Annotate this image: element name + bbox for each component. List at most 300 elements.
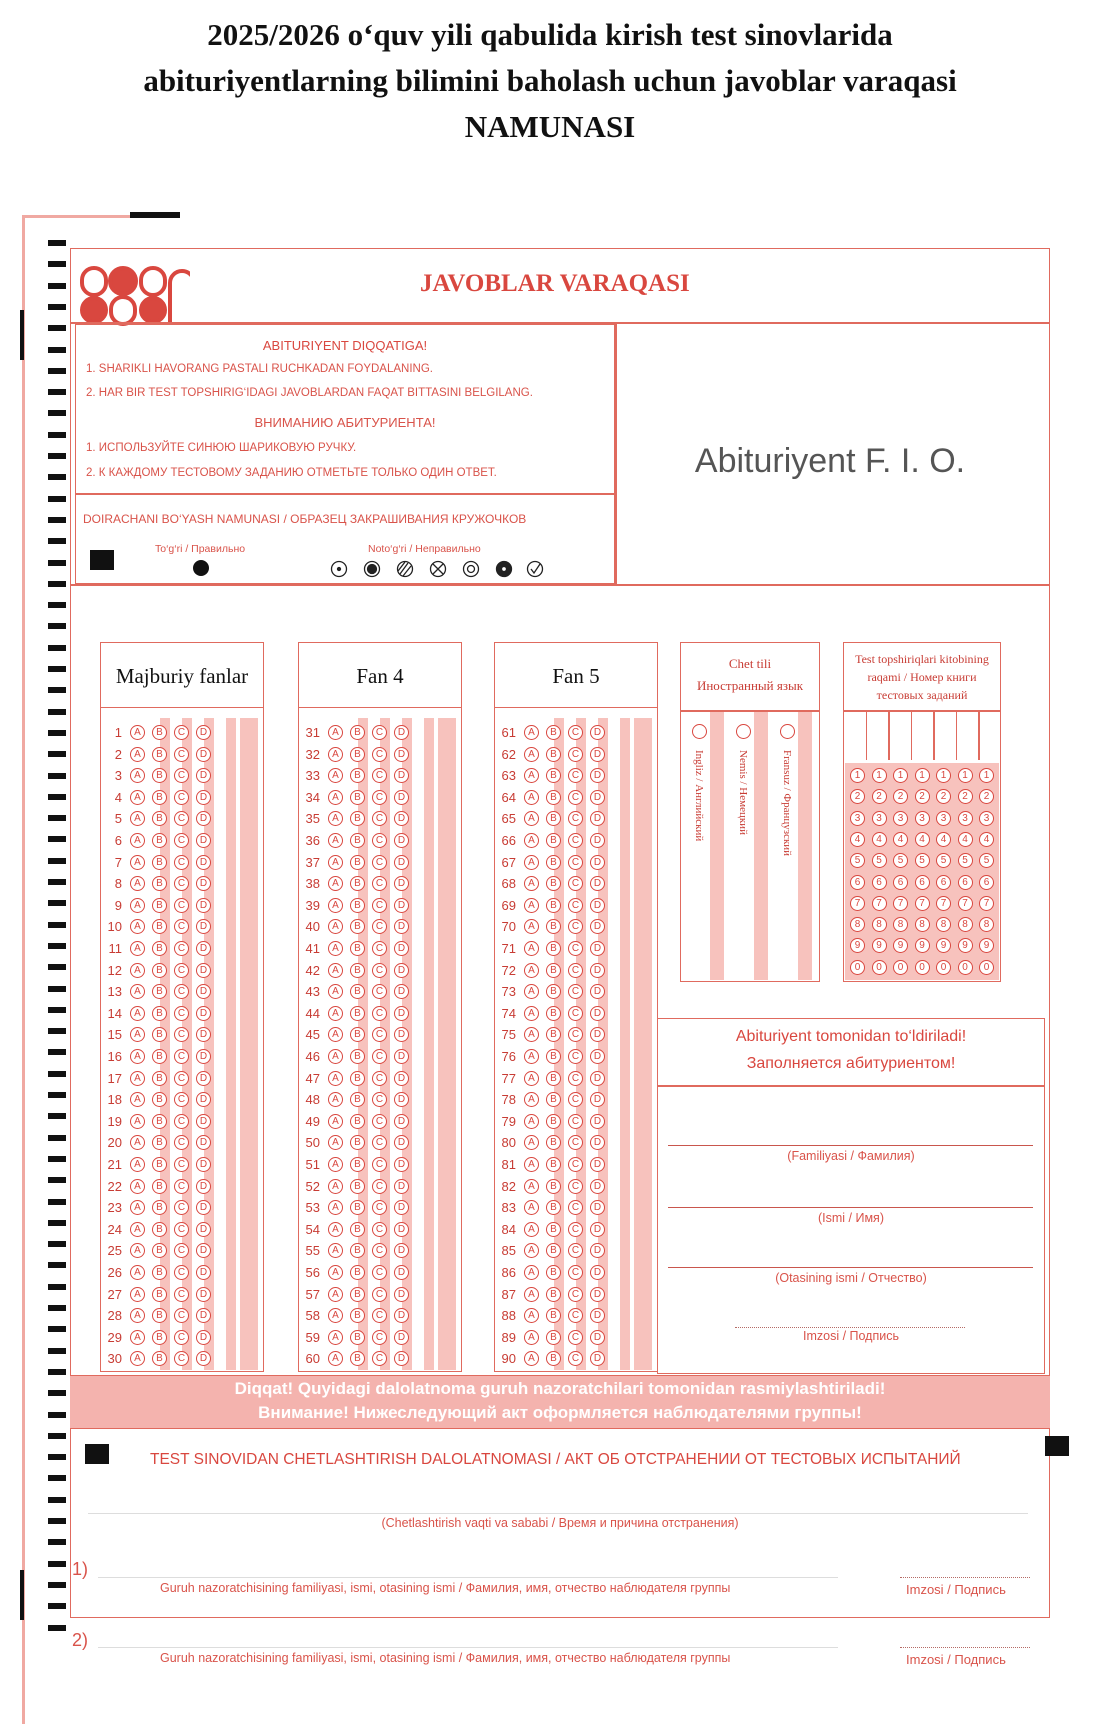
answer-bubble[interactable]: C	[174, 768, 189, 783]
answer-bubble[interactable]: D	[196, 1092, 211, 1107]
answer-bubble[interactable]: C	[174, 1006, 189, 1021]
book-number-bubble[interactable]: 1	[936, 768, 951, 783]
answer-bubble[interactable]: A	[130, 1114, 145, 1129]
removal-reason-line[interactable]	[88, 1513, 1028, 1514]
book-number-bubble[interactable]: 7	[936, 896, 951, 911]
answer-bubble[interactable]: A	[328, 1006, 343, 1021]
answer-bubble[interactable]: C	[568, 768, 583, 783]
book-number-bubble[interactable]: 9	[850, 938, 865, 953]
answer-bubble[interactable]: C	[372, 1006, 387, 1021]
answer-bubble[interactable]: B	[152, 963, 167, 978]
answer-bubble[interactable]: B	[546, 1092, 561, 1107]
answer-bubble[interactable]: C	[174, 898, 189, 913]
answer-bubble[interactable]: C	[568, 790, 583, 805]
answer-bubble[interactable]: A	[524, 811, 539, 826]
answer-bubble[interactable]: C	[174, 1330, 189, 1345]
answer-bubble[interactable]: C	[568, 876, 583, 891]
answer-bubble[interactable]: D	[590, 811, 605, 826]
answer-bubble[interactable]: C	[372, 790, 387, 805]
answer-bubble[interactable]: D	[590, 1027, 605, 1042]
answer-bubble[interactable]: A	[328, 1049, 343, 1064]
answer-bubble[interactable]: C	[174, 876, 189, 891]
book-number-bubble[interactable]: 4	[958, 832, 973, 847]
answer-bubble[interactable]: D	[394, 941, 409, 956]
answer-bubble[interactable]: B	[152, 1351, 167, 1366]
answer-bubble[interactable]: B	[152, 833, 167, 848]
answer-bubble[interactable]: A	[130, 1006, 145, 1021]
answer-bubble[interactable]: D	[196, 725, 211, 740]
answer-bubble[interactable]: B	[350, 984, 365, 999]
answer-bubble[interactable]: A	[524, 1006, 539, 1021]
answer-bubble[interactable]: B	[350, 1200, 365, 1215]
answer-bubble[interactable]: B	[152, 941, 167, 956]
answer-bubble[interactable]: B	[152, 919, 167, 934]
answer-bubble[interactable]: D	[590, 1179, 605, 1194]
answer-bubble[interactable]: C	[174, 1243, 189, 1258]
answer-bubble[interactable]: C	[568, 747, 583, 762]
answer-bubble[interactable]: A	[130, 725, 145, 740]
book-number-bubble[interactable]: 2	[850, 789, 865, 804]
answer-bubble[interactable]: C	[372, 725, 387, 740]
answer-bubble[interactable]: B	[152, 876, 167, 891]
book-number-bubble[interactable]: 3	[915, 811, 930, 826]
book-number-bubble[interactable]: 5	[936, 853, 951, 868]
answer-bubble[interactable]: C	[568, 919, 583, 934]
answer-bubble[interactable]: A	[328, 1222, 343, 1237]
answer-bubble[interactable]: B	[350, 876, 365, 891]
language-bubble[interactable]	[736, 724, 751, 739]
answer-bubble[interactable]: A	[328, 725, 343, 740]
answer-bubble[interactable]: B	[152, 1222, 167, 1237]
answer-bubble[interactable]: D	[590, 1157, 605, 1172]
answer-bubble[interactable]: D	[394, 811, 409, 826]
answer-bubble[interactable]: B	[546, 919, 561, 934]
answer-bubble[interactable]: C	[568, 1006, 583, 1021]
book-number-bubble[interactable]: 5	[850, 853, 865, 868]
answer-bubble[interactable]: D	[196, 833, 211, 848]
answer-bubble[interactable]: B	[152, 1049, 167, 1064]
answer-bubble[interactable]: D	[590, 768, 605, 783]
book-number-bubble[interactable]: 6	[872, 875, 887, 890]
answer-bubble[interactable]: C	[174, 1092, 189, 1107]
book-number-bubble[interactable]: 7	[915, 896, 930, 911]
answer-bubble[interactable]: B	[546, 1027, 561, 1042]
answer-bubble[interactable]: C	[174, 1049, 189, 1064]
answer-bubble[interactable]: C	[372, 1308, 387, 1323]
answer-bubble[interactable]: B	[350, 1071, 365, 1086]
answer-bubble[interactable]: A	[130, 1135, 145, 1150]
answer-bubble[interactable]: C	[174, 1135, 189, 1150]
answer-bubble[interactable]: D	[590, 855, 605, 870]
answer-bubble[interactable]: D	[196, 1287, 211, 1302]
answer-bubble[interactable]: D	[590, 1351, 605, 1366]
answer-bubble[interactable]: D	[590, 1330, 605, 1345]
answer-bubble[interactable]: C	[568, 1071, 583, 1086]
answer-bubble[interactable]: C	[372, 1049, 387, 1064]
answer-bubble[interactable]: D	[590, 725, 605, 740]
answer-bubble[interactable]: C	[372, 919, 387, 934]
answer-bubble[interactable]: A	[130, 1308, 145, 1323]
answer-bubble[interactable]: A	[524, 941, 539, 956]
answer-bubble[interactable]: B	[546, 1243, 561, 1258]
book-number-bubble[interactable]: 0	[893, 960, 908, 975]
book-number-bubble[interactable]: 3	[936, 811, 951, 826]
answer-bubble[interactable]: B	[350, 941, 365, 956]
answer-bubble[interactable]: A	[524, 1287, 539, 1302]
answer-bubble[interactable]: B	[152, 1071, 167, 1086]
answer-bubble[interactable]: A	[328, 941, 343, 956]
answer-bubble[interactable]: B	[152, 1287, 167, 1302]
language-bubble[interactable]	[692, 724, 707, 739]
answer-bubble[interactable]: A	[328, 1308, 343, 1323]
book-number-bubble[interactable]: 9	[936, 938, 951, 953]
answer-bubble[interactable]: C	[372, 747, 387, 762]
answer-bubble[interactable]: A	[328, 747, 343, 762]
answer-bubble[interactable]: D	[590, 1287, 605, 1302]
answer-bubble[interactable]: A	[130, 747, 145, 762]
answer-bubble[interactable]: A	[130, 811, 145, 826]
answer-bubble[interactable]: C	[174, 1308, 189, 1323]
observer-1-line[interactable]	[98, 1577, 838, 1578]
answer-bubble[interactable]: B	[152, 898, 167, 913]
answer-bubble[interactable]: B	[546, 725, 561, 740]
answer-bubble[interactable]: C	[372, 1351, 387, 1366]
answer-bubble[interactable]: A	[130, 941, 145, 956]
answer-bubble[interactable]: C	[174, 1351, 189, 1366]
answer-bubble[interactable]: C	[568, 1351, 583, 1366]
answer-bubble[interactable]: D	[394, 898, 409, 913]
answer-bubble[interactable]: C	[372, 833, 387, 848]
answer-bubble[interactable]: C	[568, 1222, 583, 1237]
answer-bubble[interactable]: A	[524, 747, 539, 762]
answer-bubble[interactable]: C	[568, 855, 583, 870]
answer-bubble[interactable]: C	[372, 963, 387, 978]
book-number-bubble[interactable]: 4	[979, 832, 994, 847]
answer-bubble[interactable]: C	[568, 1265, 583, 1280]
answer-bubble[interactable]: C	[174, 811, 189, 826]
answer-bubble[interactable]: A	[328, 1265, 343, 1280]
answer-bubble[interactable]: C	[174, 1071, 189, 1086]
answer-bubble[interactable]: A	[328, 1330, 343, 1345]
answer-bubble[interactable]: C	[174, 1179, 189, 1194]
answer-bubble[interactable]: B	[350, 1157, 365, 1172]
answer-bubble[interactable]: B	[546, 898, 561, 913]
answer-bubble[interactable]: D	[590, 747, 605, 762]
answer-bubble[interactable]: A	[524, 1092, 539, 1107]
answer-bubble[interactable]: C	[568, 1049, 583, 1064]
answer-bubble[interactable]: D	[394, 1006, 409, 1021]
book-number-bubble[interactable]: 0	[850, 960, 865, 975]
answer-bubble[interactable]: A	[328, 1200, 343, 1215]
answer-bubble[interactable]: C	[568, 725, 583, 740]
answer-bubble[interactable]: C	[174, 984, 189, 999]
observer-2-sign-line[interactable]	[900, 1647, 1030, 1648]
firstname-line[interactable]	[668, 1207, 1033, 1208]
answer-bubble[interactable]: A	[328, 1071, 343, 1086]
answer-bubble[interactable]: C	[174, 919, 189, 934]
answer-bubble[interactable]: C	[568, 833, 583, 848]
answer-bubble[interactable]: A	[328, 1157, 343, 1172]
answer-bubble[interactable]: B	[350, 747, 365, 762]
answer-bubble[interactable]: D	[590, 1114, 605, 1129]
answer-bubble[interactable]: A	[130, 876, 145, 891]
answer-bubble[interactable]: B	[546, 833, 561, 848]
book-number-bubble[interactable]: 6	[958, 875, 973, 890]
answer-bubble[interactable]: A	[328, 1092, 343, 1107]
answer-bubble[interactable]: B	[350, 898, 365, 913]
answer-bubble[interactable]: B	[546, 1351, 561, 1366]
answer-bubble[interactable]: A	[130, 1157, 145, 1172]
answer-bubble[interactable]: A	[328, 1287, 343, 1302]
answer-bubble[interactable]: C	[174, 790, 189, 805]
book-number-bubble[interactable]: 7	[958, 896, 973, 911]
answer-bubble[interactable]: D	[196, 768, 211, 783]
answer-bubble[interactable]: B	[350, 833, 365, 848]
answer-bubble[interactable]: B	[350, 1006, 365, 1021]
answer-bubble[interactable]: D	[196, 876, 211, 891]
answer-bubble[interactable]: A	[130, 790, 145, 805]
answer-bubble[interactable]: B	[546, 1006, 561, 1021]
answer-bubble[interactable]: C	[174, 747, 189, 762]
answer-bubble[interactable]: D	[196, 1330, 211, 1345]
answer-bubble[interactable]: A	[328, 768, 343, 783]
answer-bubble[interactable]: D	[394, 1287, 409, 1302]
book-number-bubble[interactable]: 0	[936, 960, 951, 975]
answer-bubble[interactable]: D	[590, 1006, 605, 1021]
answer-bubble[interactable]: B	[546, 1071, 561, 1086]
answer-bubble[interactable]: A	[524, 1351, 539, 1366]
answer-bubble[interactable]: D	[394, 747, 409, 762]
answer-bubble[interactable]: D	[196, 811, 211, 826]
answer-bubble[interactable]: D	[590, 963, 605, 978]
answer-bubble[interactable]: A	[130, 898, 145, 913]
answer-bubble[interactable]: A	[130, 1222, 145, 1237]
answer-bubble[interactable]: D	[394, 1222, 409, 1237]
answer-bubble[interactable]: C	[372, 941, 387, 956]
answer-bubble[interactable]: D	[590, 1135, 605, 1150]
answer-bubble[interactable]: B	[350, 1222, 365, 1237]
answer-bubble[interactable]: D	[590, 898, 605, 913]
book-number-bubble[interactable]: 2	[872, 789, 887, 804]
answer-bubble[interactable]: A	[524, 898, 539, 913]
answer-bubble[interactable]: B	[152, 984, 167, 999]
observer-1-sign-line[interactable]	[900, 1577, 1030, 1578]
book-number-bubble[interactable]: 8	[979, 917, 994, 932]
answer-bubble[interactable]: C	[174, 725, 189, 740]
answer-bubble[interactable]: B	[546, 790, 561, 805]
book-number-bubble[interactable]: 1	[915, 768, 930, 783]
answer-bubble[interactable]: B	[152, 747, 167, 762]
answer-bubble[interactable]: C	[568, 1114, 583, 1129]
answer-bubble[interactable]: C	[372, 1157, 387, 1172]
answer-bubble[interactable]: A	[328, 876, 343, 891]
answer-bubble[interactable]: D	[590, 941, 605, 956]
book-number-bubble[interactable]: 2	[958, 789, 973, 804]
answer-bubble[interactable]: A	[524, 1179, 539, 1194]
answer-bubble[interactable]: D	[590, 1243, 605, 1258]
answer-bubble[interactable]: B	[546, 747, 561, 762]
answer-bubble[interactable]: C	[372, 768, 387, 783]
book-number-bubble[interactable]: 3	[958, 811, 973, 826]
answer-bubble[interactable]: B	[350, 1351, 365, 1366]
answer-bubble[interactable]: C	[568, 941, 583, 956]
answer-bubble[interactable]: D	[196, 1157, 211, 1172]
answer-bubble[interactable]: A	[524, 963, 539, 978]
answer-bubble[interactable]: D	[394, 1243, 409, 1258]
answer-bubble[interactable]: C	[174, 1157, 189, 1172]
answer-bubble[interactable]: D	[394, 1027, 409, 1042]
book-number-bubble[interactable]: 3	[979, 811, 994, 826]
answer-bubble[interactable]: A	[130, 1265, 145, 1280]
answer-bubble[interactable]: A	[130, 1351, 145, 1366]
book-number-bubble[interactable]: 2	[893, 789, 908, 804]
book-number-bubble[interactable]: 0	[979, 960, 994, 975]
answer-bubble[interactable]: C	[568, 963, 583, 978]
answer-bubble[interactable]: B	[350, 963, 365, 978]
answer-bubble[interactable]: B	[546, 768, 561, 783]
answer-bubble[interactable]: D	[590, 790, 605, 805]
answer-bubble[interactable]: B	[546, 984, 561, 999]
answer-bubble[interactable]: D	[590, 919, 605, 934]
answer-bubble[interactable]: B	[350, 855, 365, 870]
answer-bubble[interactable]: D	[196, 1006, 211, 1021]
answer-bubble[interactable]: B	[546, 1114, 561, 1129]
answer-bubble[interactable]: A	[130, 1287, 145, 1302]
answer-bubble[interactable]: B	[350, 1027, 365, 1042]
answer-bubble[interactable]: D	[196, 1308, 211, 1323]
answer-bubble[interactable]: D	[196, 1243, 211, 1258]
answer-bubble[interactable]: A	[130, 1330, 145, 1345]
answer-bubble[interactable]: B	[546, 941, 561, 956]
answer-bubble[interactable]: C	[174, 1114, 189, 1129]
answer-bubble[interactable]: B	[152, 1308, 167, 1323]
book-number-bubble[interactable]: 8	[936, 917, 951, 932]
book-number-bubble[interactable]: 1	[850, 768, 865, 783]
book-number-bubble[interactable]: 4	[915, 832, 930, 847]
answer-bubble[interactable]: B	[152, 1006, 167, 1021]
answer-bubble[interactable]: C	[568, 1243, 583, 1258]
answer-bubble[interactable]: A	[130, 1243, 145, 1258]
answer-bubble[interactable]: C	[568, 1092, 583, 1107]
observer-2-line[interactable]	[98, 1647, 838, 1648]
answer-bubble[interactable]: A	[328, 790, 343, 805]
book-number-bubble[interactable]: 1	[958, 768, 973, 783]
answer-bubble[interactable]: D	[196, 1351, 211, 1366]
answer-bubble[interactable]: B	[546, 876, 561, 891]
answer-bubble[interactable]: B	[350, 1114, 365, 1129]
answer-bubble[interactable]: D	[394, 790, 409, 805]
answer-bubble[interactable]: D	[590, 1265, 605, 1280]
answer-bubble[interactable]: C	[174, 1287, 189, 1302]
answer-bubble[interactable]: B	[350, 1049, 365, 1064]
answer-bubble[interactable]: A	[524, 768, 539, 783]
answer-bubble[interactable]: D	[394, 833, 409, 848]
book-number-bubble[interactable]: 5	[872, 853, 887, 868]
answer-bubble[interactable]: A	[524, 1243, 539, 1258]
answer-bubble[interactable]: A	[130, 833, 145, 848]
answer-bubble[interactable]: A	[524, 984, 539, 999]
book-number-bubble[interactable]: 5	[915, 853, 930, 868]
answer-bubble[interactable]: A	[524, 1330, 539, 1345]
answer-bubble[interactable]: D	[394, 1200, 409, 1215]
book-number-bubble[interactable]: 7	[979, 896, 994, 911]
answer-bubble[interactable]: C	[372, 855, 387, 870]
answer-bubble[interactable]: D	[196, 1179, 211, 1194]
book-number-bubble[interactable]: 4	[850, 832, 865, 847]
book-number-bubble[interactable]: 4	[893, 832, 908, 847]
book-number-bubble[interactable]: 1	[979, 768, 994, 783]
answer-bubble[interactable]: D	[590, 833, 605, 848]
book-number-bubble[interactable]: 4	[936, 832, 951, 847]
answer-bubble[interactable]: B	[546, 963, 561, 978]
book-number-bubble[interactable]: 9	[915, 938, 930, 953]
answer-bubble[interactable]: C	[372, 1243, 387, 1258]
answer-bubble[interactable]: A	[130, 1092, 145, 1107]
book-number-bubble[interactable]: 6	[850, 875, 865, 890]
answer-bubble[interactable]: D	[196, 855, 211, 870]
answer-bubble[interactable]: A	[328, 919, 343, 934]
answer-bubble[interactable]: C	[372, 1071, 387, 1086]
book-number-bubble[interactable]: 0	[915, 960, 930, 975]
answer-bubble[interactable]: A	[524, 1222, 539, 1237]
answer-bubble[interactable]: C	[174, 855, 189, 870]
answer-bubble[interactable]: B	[152, 1330, 167, 1345]
book-number-bubble[interactable]: 8	[872, 917, 887, 932]
book-number-bubble[interactable]: 5	[893, 853, 908, 868]
answer-bubble[interactable]: B	[546, 1135, 561, 1150]
answer-bubble[interactable]: A	[524, 1049, 539, 1064]
answer-bubble[interactable]: A	[328, 898, 343, 913]
answer-bubble[interactable]: B	[152, 1114, 167, 1129]
answer-bubble[interactable]: C	[568, 1330, 583, 1345]
book-number-bubble[interactable]: 2	[979, 789, 994, 804]
answer-bubble[interactable]: D	[196, 1071, 211, 1086]
answer-bubble[interactable]: A	[524, 1157, 539, 1172]
book-number-bubble[interactable]: 6	[893, 875, 908, 890]
book-number-bubble[interactable]: 3	[872, 811, 887, 826]
book-number-bubble[interactable]: 4	[872, 832, 887, 847]
answer-bubble[interactable]: C	[372, 1265, 387, 1280]
answer-bubble[interactable]: D	[196, 1200, 211, 1215]
book-number-bubble[interactable]: 9	[958, 938, 973, 953]
answer-bubble[interactable]: B	[152, 811, 167, 826]
answer-bubble[interactable]: C	[568, 1308, 583, 1323]
answer-bubble[interactable]: A	[328, 1351, 343, 1366]
book-number-bubble[interactable]: 8	[915, 917, 930, 932]
answer-bubble[interactable]: A	[328, 1243, 343, 1258]
answer-bubble[interactable]: B	[546, 1222, 561, 1237]
answer-bubble[interactable]: A	[524, 876, 539, 891]
answer-bubble[interactable]: A	[130, 1049, 145, 1064]
answer-bubble[interactable]: B	[350, 919, 365, 934]
book-number-bubble[interactable]: 3	[850, 811, 865, 826]
book-number-bubble[interactable]: 9	[979, 938, 994, 953]
language-bubble[interactable]	[780, 724, 795, 739]
answer-bubble[interactable]: B	[152, 725, 167, 740]
answer-bubble[interactable]: A	[524, 1200, 539, 1215]
answer-bubble[interactable]: D	[590, 1071, 605, 1086]
answer-bubble[interactable]: B	[350, 1243, 365, 1258]
answer-bubble[interactable]: A	[524, 725, 539, 740]
answer-bubble[interactable]: D	[590, 1308, 605, 1323]
answer-bubble[interactable]: A	[328, 1027, 343, 1042]
answer-bubble[interactable]: C	[568, 1287, 583, 1302]
answer-bubble[interactable]: C	[174, 1222, 189, 1237]
answer-bubble[interactable]: C	[568, 1179, 583, 1194]
answer-bubble[interactable]: B	[546, 1049, 561, 1064]
answer-bubble[interactable]: C	[372, 984, 387, 999]
answer-bubble[interactable]: B	[546, 1287, 561, 1302]
